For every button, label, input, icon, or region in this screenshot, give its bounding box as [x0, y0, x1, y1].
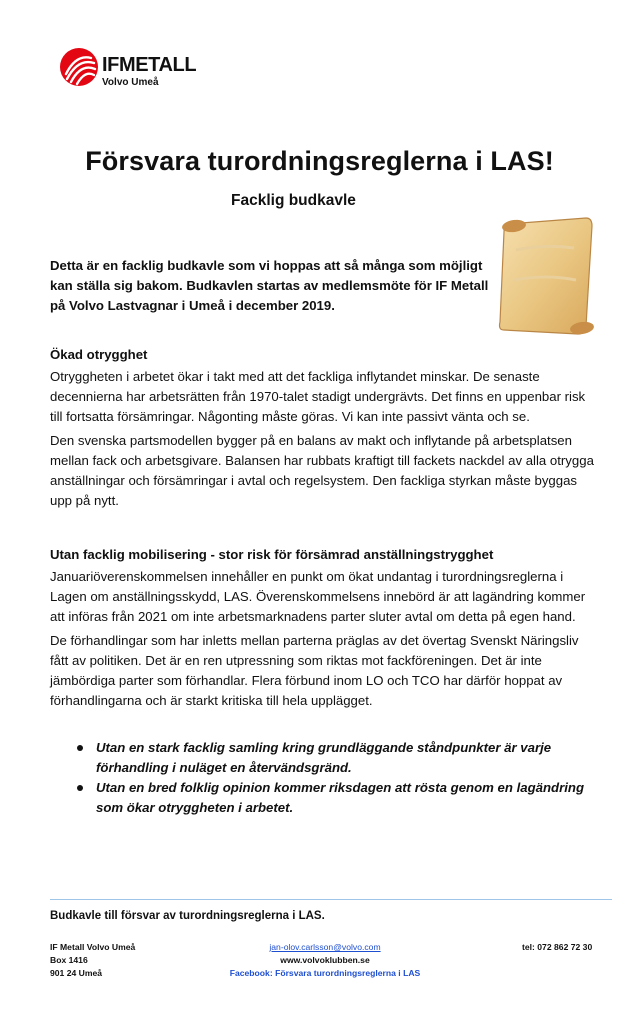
bullet-list [50, 738, 598, 818]
footer-phone: tel: 072 862 72 30 [522, 942, 593, 952]
intro-paragraph: Detta är en facklig budkavle som vi hoppas att så många som möjligt kan ställa sig bakom. Budkavlen startas av medlemsmöte för IF Metall på Volvo Lastvagnar i Umeå i december 2019. [50, 258, 489, 313]
section-heading-otrygghet: Ökad otrygghet [50, 347, 148, 362]
list-item [50, 738, 598, 778]
page-title: Försvara turordningsreglerna i LAS! [85, 146, 554, 176]
footer-box: Box 1416 [50, 955, 88, 965]
section1-paragraph-2: Den svenska partsmodellen bygger på en balans av makt och inflytande på arbetsplatsen mellan fack och arbetsgivare. Balansen har rubbats kraftigt till fackets nackdel av alla otrygga anställningar och försämringar i avtal och regelsystem. Den fackliga styrkan måste byggas upp på nytt. [50, 433, 594, 508]
footer-divider [50, 899, 612, 900]
ifmetall-logo-icon [58, 46, 100, 88]
section2-paragraph-2: De förhandlingar som har inletts mellan parterna präglas av det övertag Svenskt Näringsliv fått av politiken. Det är en ren utpressning som riktas mot fackföreningen. Det är inte jämbördiga parter som förhandlar. Flera förbund inom LO och TCO har därför hoppat av förhandlingarna och är starkt kritiska till hela upplägget. [50, 633, 579, 708]
footer-address [50, 941, 135, 980]
page-subtitle: Facklig budkavle [231, 192, 356, 209]
footer-postal: 901 24 Umeå [50, 968, 103, 978]
bullet-icon [77, 745, 83, 751]
list-item [50, 778, 598, 818]
section2-paragraph-1: Januariöverenskommelsen innehåller en punkt om ökat undantag i turordningsreglerna i Lagen om anställningsskydd, LAS. Överenskommelsens innebörd är att lagändring kommer att införas från 2021 om inte arbetsmarknadens parter sluter avtal om detta på egen hand. [50, 569, 586, 624]
parchment-scroll-image [494, 210, 598, 340]
bullet-text: Utan en stark facklig samling kring grundläggande ståndpunkter är varje förhandling i nuläget en återvändsgränd. [96, 740, 552, 775]
footer-web-link[interactable]: www.volvoklubben.se [280, 955, 370, 965]
logo-name: IFMETALL [102, 54, 197, 76]
section1-paragraph-1: Otryggheten i arbetet ökar i takt med att det fackliga inflytandet minskar. De senaste decennierna har arbetsrätten från 1970-talet stadigt undergrävts. Det finns en uppenbar risk till fortsatta försämringar. Någonting måste göras. Vi kan inte passivt vänta och se. [50, 369, 586, 424]
footer-org: IF Metall Volvo Umeå [50, 942, 136, 952]
bullet-text: Utan en bred folklig opinion kommer riksdagen att rösta genom en lagändring som ökar otryggheten i arbetet. [96, 780, 585, 815]
logo-subtitle: Volvo Umeå [102, 77, 159, 88]
footer-email-link[interactable]: jan-olov.carlsson@volvo.com [269, 942, 381, 952]
section-heading-mobilisering: Utan facklig mobilisering - stor risk för försämrad anställningstrygghet [50, 547, 494, 562]
footer-contact [220, 941, 430, 980]
bullet-icon [77, 785, 83, 791]
footer-facebook-link[interactable]: Facebook: Försvara turordningsreglerna i LAS [229, 968, 421, 978]
footer-title: Budkavle till försvar av turordningsreglerna i LAS. [50, 910, 325, 922]
ifmetall-logo [58, 46, 208, 94]
